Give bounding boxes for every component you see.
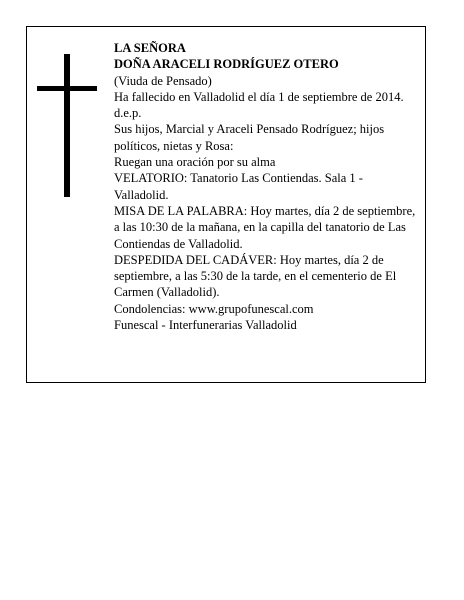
funeral-company: Funescal - Interfunerarias Valladolid: [114, 318, 297, 333]
farewell-info: DESPEDIDA DEL CADÁVER: Hoy martes, día 2 de septiembre, a las 5:30 de la tarde, en el cementerio de El Carmen (Valladolid).: [114, 252, 397, 300]
widow-of: (Viuda de Pensado): [114, 73, 212, 88]
prayer-request: Ruegan una oración por su alma: [114, 155, 276, 170]
death-announcement: Ha fallecido en Valladolid el día 1 de septiembre de 2014.: [114, 89, 404, 104]
cross-vertical-bar: [64, 54, 70, 197]
cross-horizontal-bar: [37, 86, 97, 91]
rest-in-peace: d.e.p.: [114, 106, 142, 121]
title-line-1: LA SEÑORA: [114, 41, 186, 55]
notice-text: [114, 40, 416, 333]
condolences-link: Condolencias: www.grupofunescal.com: [114, 301, 314, 316]
mass-info: MISA DE LA PALABRA: Hoy martes, día 2 de septiembre, a las 10:30 de la mañana, en la capilla del tanatorio de Las Contiendas de Valladolid.: [114, 203, 416, 251]
cross-icon: [37, 54, 97, 197]
wake-info: VELATORIO: Tanatorio Las Contiendas. Sala 1 - Valladolid.: [114, 171, 363, 202]
deceased-name: DOÑA ARACELI RODRÍGUEZ OTERO: [114, 57, 339, 72]
family-members: Sus hijos, Marcial y Araceli Pensado Rodríguez; hijos políticos, nietas y Rosa:: [114, 122, 385, 153]
obituary-notice: [26, 26, 426, 383]
